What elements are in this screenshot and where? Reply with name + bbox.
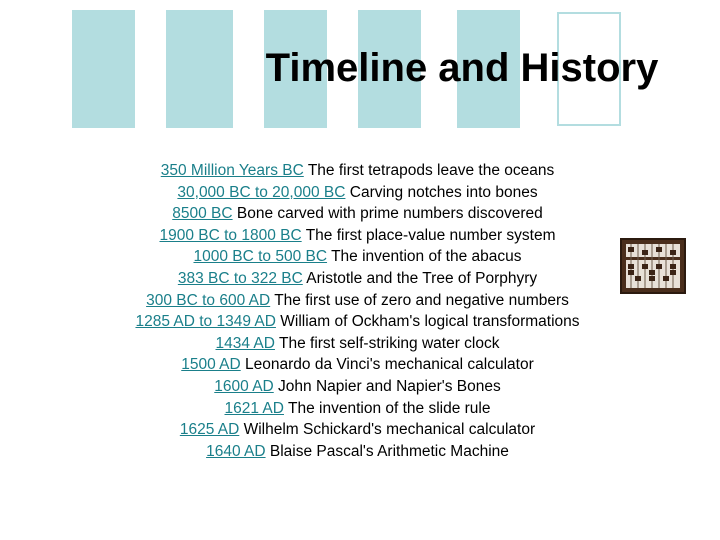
timeline-event: The invention of the slide rule — [288, 399, 491, 417]
timeline-event: The invention of the abacus — [331, 248, 522, 266]
decor-block-1 — [72, 10, 135, 128]
timeline-date-link[interactable]: 8500 BC — [172, 205, 233, 223]
timeline-entry — [80, 333, 635, 355]
timeline-date-link[interactable]: 1500 AD — [181, 356, 241, 374]
timeline-event: Wilhelm Schickard's mechanical calculator — [243, 421, 536, 439]
timeline-entry — [80, 246, 635, 268]
timeline-event: Carving notches into bones — [349, 183, 538, 201]
timeline-entry — [80, 225, 635, 247]
timeline-event: Aristotle and the Tree of Porphyry — [306, 269, 538, 287]
timeline-entry — [80, 268, 635, 290]
timeline-date-link[interactable]: 1000 BC to 500 BC — [193, 248, 328, 266]
timeline-date-link[interactable]: 300 BC to 600 AD — [146, 291, 271, 309]
timeline-entry — [80, 419, 635, 441]
timeline-entry — [80, 376, 635, 398]
timeline-event: Blaise Pascal's Arithmetic Machine — [269, 442, 509, 460]
timeline-entry — [80, 311, 635, 333]
timeline-date-link[interactable]: 1625 AD — [179, 421, 240, 439]
timeline-date-link[interactable]: 1434 AD — [215, 334, 275, 352]
timeline-entry — [80, 160, 635, 182]
timeline-date-link[interactable]: 1600 AD — [214, 377, 274, 395]
timeline-date-link[interactable]: 383 BC to 322 BC — [177, 269, 303, 287]
timeline-date-link[interactable]: 1285 AD to 1349 AD — [135, 313, 276, 331]
timeline-entry — [80, 290, 635, 312]
timeline-event: The first place-value number system — [305, 226, 556, 244]
timeline-event: Leonardo da Vinci's mechanical calculator — [245, 356, 534, 374]
timeline-event: The first tetrapods leave the oceans — [307, 162, 555, 179]
timeline-entry — [80, 398, 635, 420]
timeline-date-link[interactable]: 1900 BC to 1800 BC — [159, 226, 302, 244]
timeline-date-link[interactable]: 30,000 BC to 20,000 BC — [177, 183, 346, 201]
timeline-entry — [80, 203, 635, 225]
timeline-event: The first use of zero and negative numbers — [274, 291, 569, 309]
timeline-list — [80, 160, 635, 462]
timeline-date-link[interactable]: 350 Million Years BC — [160, 162, 304, 179]
timeline-event: Bone carved with prime numbers discovered — [236, 205, 543, 223]
timeline-entry — [80, 354, 635, 376]
timeline-event: William of Ockham's logical transformations — [280, 313, 580, 331]
timeline-date-link[interactable]: 1640 AD — [206, 442, 266, 460]
timeline-event: The first self-striking water clock — [279, 334, 500, 352]
page-title: Timeline and History — [265, 46, 659, 90]
timeline-event: John Napier and Napier's Bones — [278, 377, 501, 395]
timeline-entry — [80, 182, 635, 204]
timeline-entry — [80, 441, 635, 463]
timeline-date-link[interactable]: 1621 AD — [224, 399, 284, 417]
abacus-icon — [620, 238, 686, 294]
